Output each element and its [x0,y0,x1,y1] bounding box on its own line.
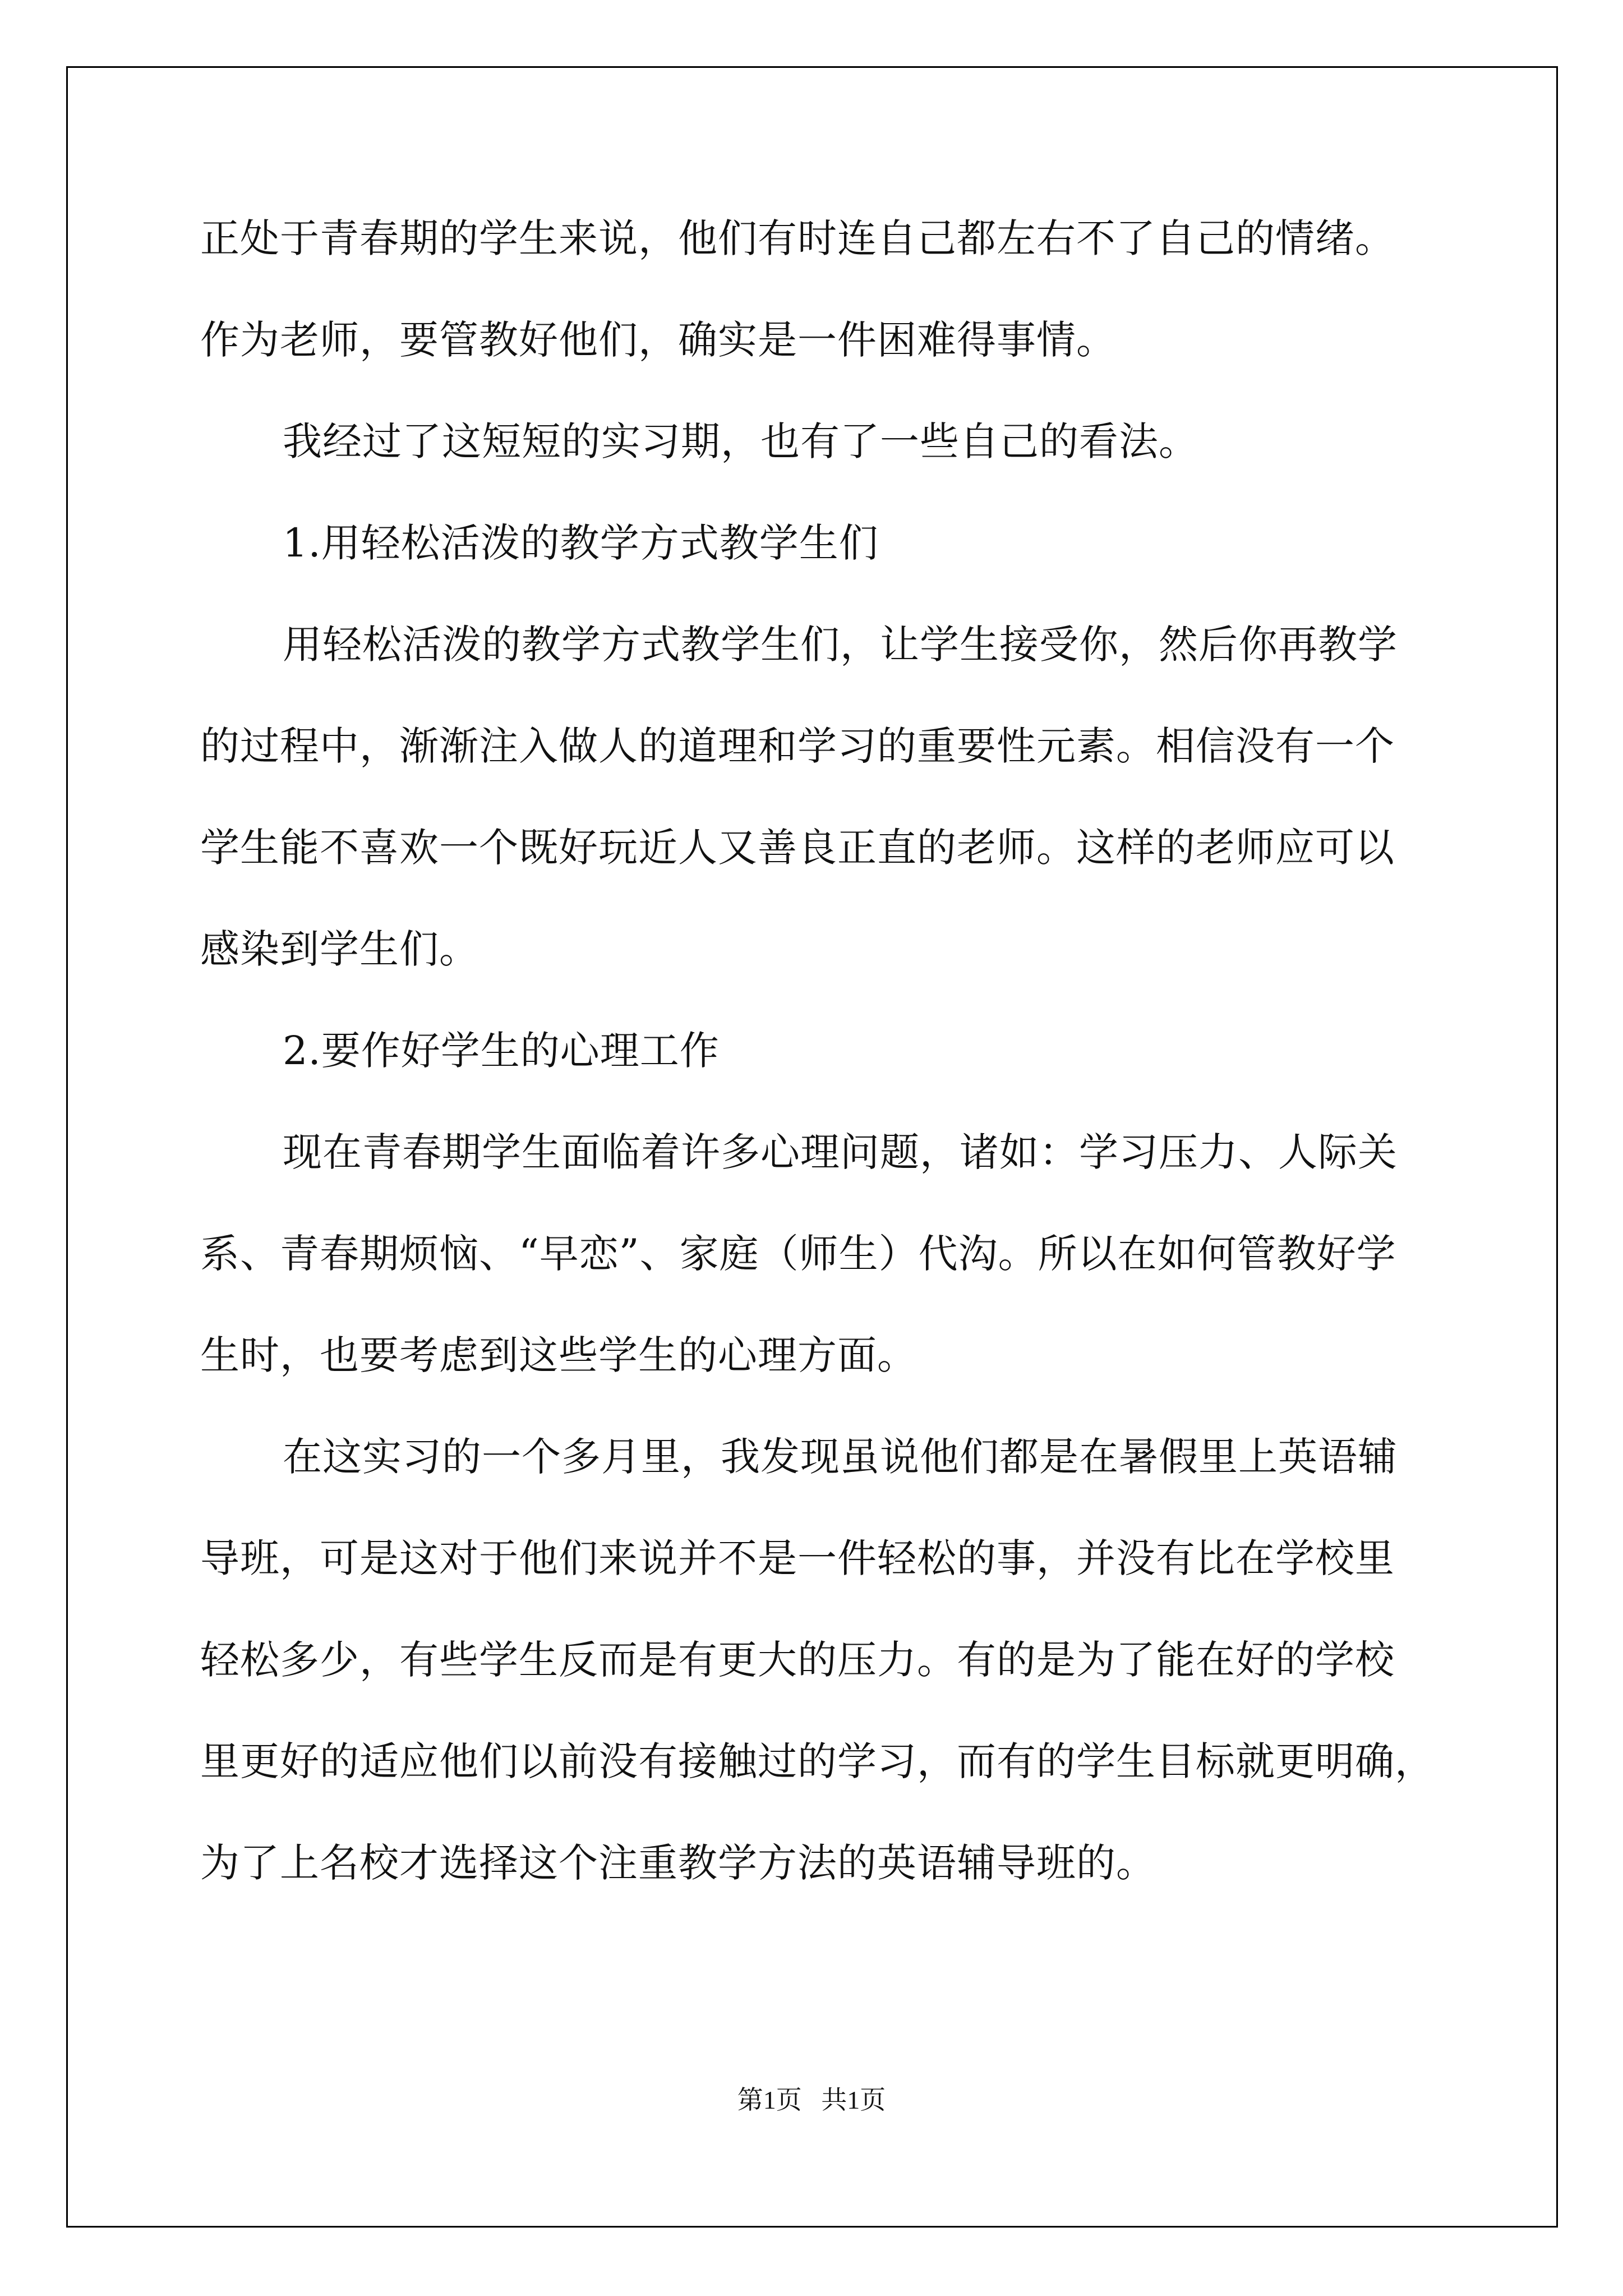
total-pages: 共1页 [821,2086,886,2114]
paragraph-line: 学生能不喜欢一个既好玩近人又善良正直的老师。这样的老师应可以 [200,825,1395,871]
paragraph-line: 现在青春期学生面临着许多心理问题，诸如：学习压力、人际关 [283,1129,1398,1175]
paragraph-line: 正处于青春期的学生来说，他们有时连自己都左右不了自己的情绪。 [200,215,1395,261]
page-number: 第1页 [737,2086,802,2114]
paragraph-line: 导班，可是这对于他们来说并不是一件轻松的事，并没有比在学校里 [200,1535,1395,1581]
paragraph-line: 生时，也要考虑到这些学生的心理方面。 [200,1332,917,1378]
paragraph-line: 为了上名校才选择这个注重教学方法的英语辅导班的。 [200,1840,1156,1886]
paragraph-line: 系、青春期烦恼、“早恋”、家庭（师生）代沟。所以在如何管教好学 [200,1231,1396,1277]
document-body [200,215,1468,1941]
paragraph-line: 感染到学生们。 [200,926,479,972]
paragraph-line: 里更好的适应他们以前没有接触过的学习，而有的学生目标就更明确， [200,1738,1435,1784]
paragraph-line: 轻松多少，有些学生反而是有更大的压力。有的是为了能在好的学校 [200,1637,1395,1683]
paragraph-line: 在这实习的一个多月里，我发现虽说他们都是在暑假里上英语辅 [283,1434,1398,1480]
paragraph-line: 用轻松活泼的教学方式教学生们，让学生接受你，然后你再教学 [283,622,1398,668]
paragraph-line: 我经过了这短短的实习期，也有了一些自己的看法。 [283,418,1198,464]
paragraph-line: 的过程中，渐渐注入做人的道理和学习的重要性元素。相信没有一个 [200,723,1395,769]
section-heading: 2.要作好学生的心理工作 [283,1028,720,1074]
page-footer [0,2085,1623,2116]
paragraph-line: 作为老师，要管教好他们，确实是一件困难得事情。 [200,317,1116,363]
section-heading: 1.用轻松活泼的教学方式教学生们 [283,520,879,566]
